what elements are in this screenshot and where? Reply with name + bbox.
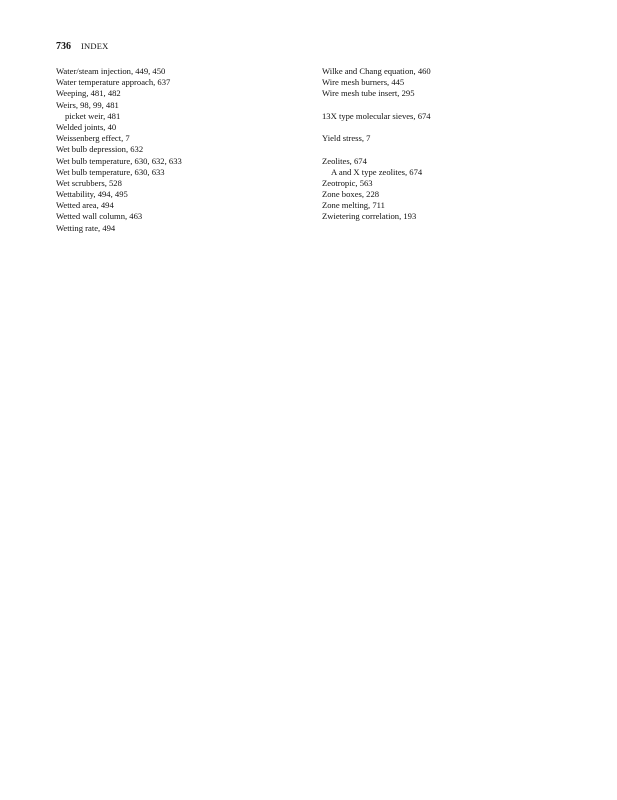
index-entry: Wire mesh burners, 445 [322, 77, 405, 88]
index-entry: Wetted wall column, 463 [56, 211, 143, 222]
index-entry: Wetting rate, 494 [56, 222, 116, 233]
index-column-right [322, 66, 572, 223]
index-entry: Water/steam injection, 449, 450 [56, 66, 166, 76]
index-subentry: A and X type zeolites, 674 [331, 166, 423, 177]
index-entry: Yield stress, 7 [322, 133, 371, 144]
index-entry: Zone melting, 711 [322, 200, 385, 211]
index-entry: Wettability, 494, 495 [56, 189, 128, 200]
index-spacer [322, 122, 572, 133]
index-entry: Wet scrubbers, 528 [56, 177, 122, 188]
index-entry: Wilke and Chang equation, 460 [322, 66, 431, 76]
index-entry: Zeolites, 674 [322, 155, 367, 166]
index-entry: Wet bulb temperature, 630, 632, 633 [56, 155, 182, 166]
index-entry: Weeping, 481, 482 [56, 88, 121, 99]
page-number: 736 [56, 41, 71, 52]
index-entry: Wetted area, 494 [56, 200, 114, 211]
index-subentry: picket weir, 481 [65, 110, 121, 121]
index-entry: Zwietering correlation, 193 [322, 211, 417, 222]
index-entry: Wire mesh tube insert, 295 [322, 88, 415, 99]
index-spacer [322, 144, 572, 155]
index-entry: Welded joints, 40 [56, 121, 117, 132]
running-head: INDEX [81, 41, 109, 51]
index-column-left [56, 66, 306, 234]
page-header [56, 41, 108, 55]
index-entry: 13X type molecular sieves, 674 [322, 110, 431, 121]
index-entry: Zeotropic, 563 [322, 177, 373, 188]
index-entry: Water temperature approach, 637 [56, 77, 171, 88]
index-entry: Weirs, 98, 99, 481 [56, 99, 119, 110]
index-entry: Weissenberg effect, 7 [56, 133, 130, 144]
index-entry: Wet bulb temperature, 630, 633 [56, 166, 165, 177]
index-spacer [322, 100, 572, 111]
index-entry: Wet bulb depression, 632 [56, 144, 144, 155]
index-entry: Zone boxes, 228 [322, 189, 380, 200]
